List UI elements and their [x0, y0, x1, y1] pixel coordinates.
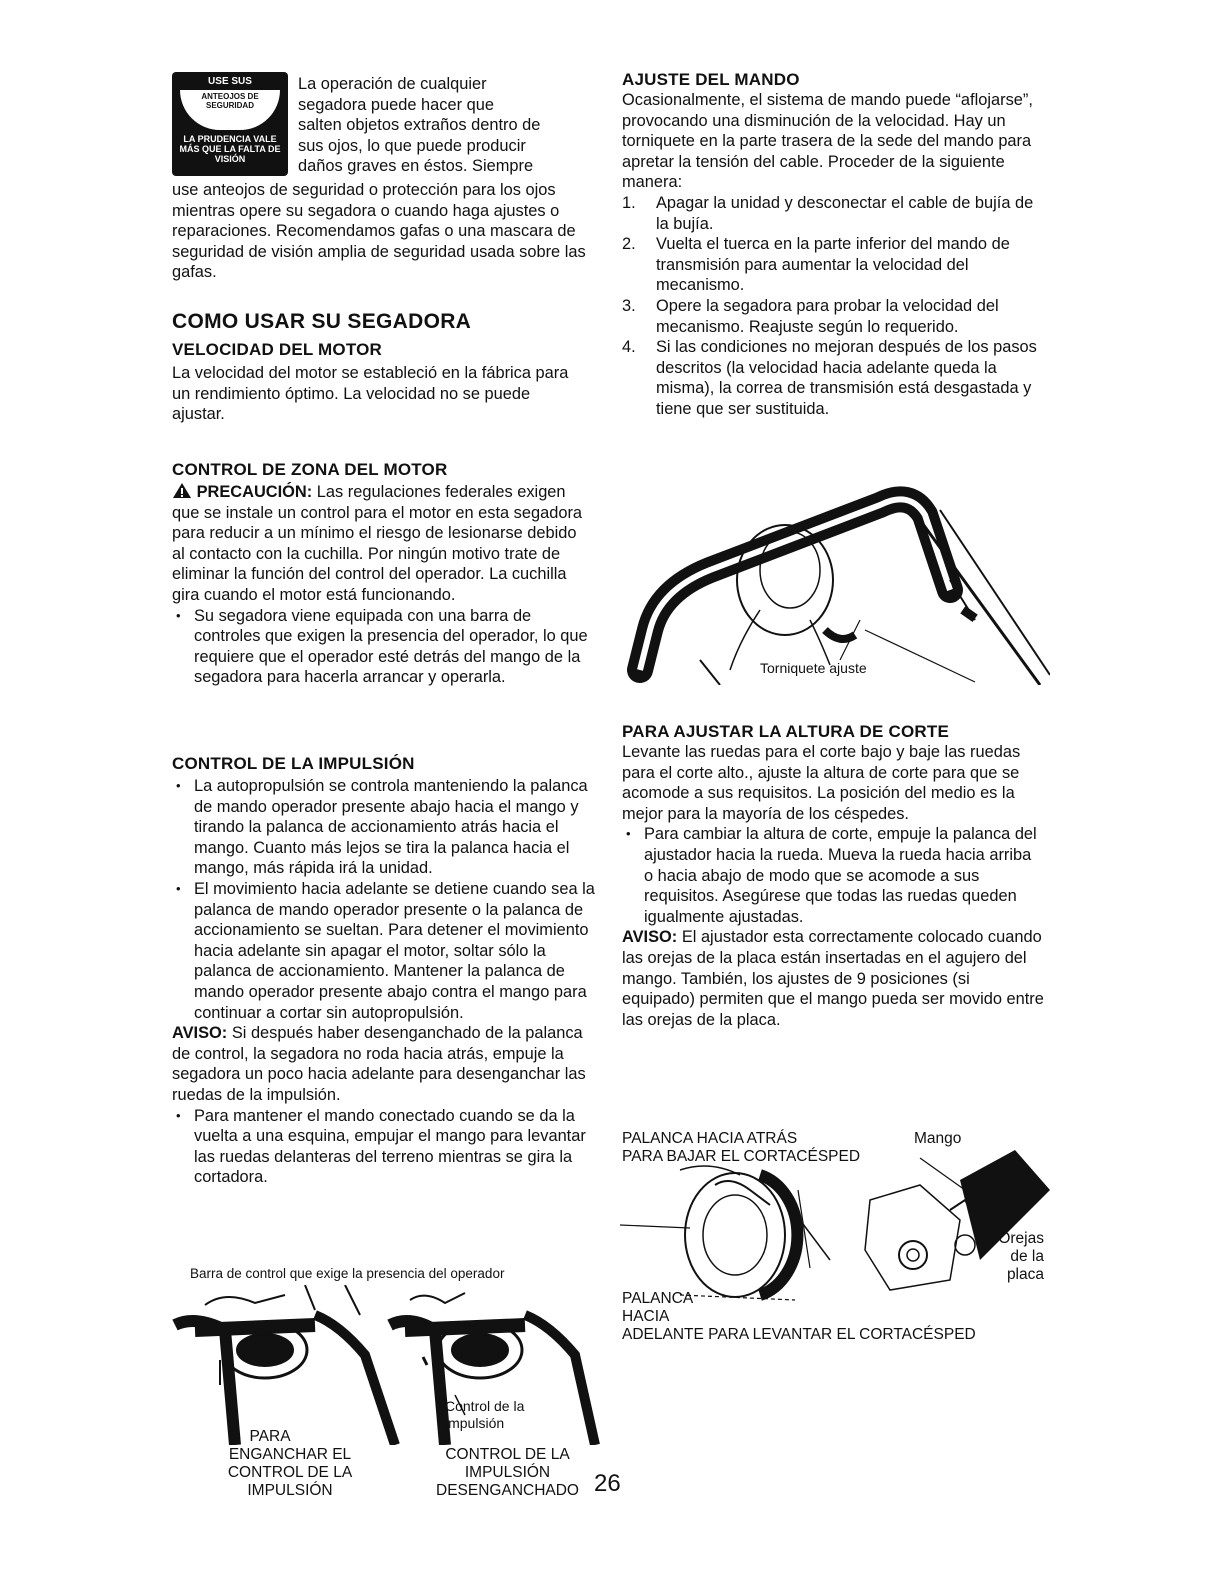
- caption-line: PARA: [249, 1428, 291, 1445]
- intro-paragraph: use anteojos de seguridad o protección para los ojos mientras opere su segadora o cuando haga ajustes o reparaciones. Recomendamos gafas o una mascara de seguridad de visión amplia de seguridad usada sobre las gafas.: [172, 181, 586, 282]
- label-line: PALANCA: [622, 1290, 694, 1307]
- caption-line: ENGANCHAR EL: [228, 1446, 352, 1463]
- figure-left-caption-top: Barra de control que exige la presencia del operador: [190, 1266, 505, 1281]
- height-adjuster-illustration: [620, 1150, 1050, 1310]
- step-number: 3.: [622, 296, 636, 315]
- badge-middle: [180, 90, 280, 130]
- label-line: PALANCA HACIA ATRÁS: [622, 1130, 798, 1147]
- drive-control-illustration: [620, 470, 1050, 685]
- impulsion-section: [172, 754, 597, 1188]
- impulsion-bullet-1: • La autopropulsión se controla manteniendo la palanca de mando operador presente abajo hacia el mango y tirando la palanca de accionamiento atrás hacia el mango. Cuanto más lejos se tira la palanca hacia el mango, más rápida irá la unidad.: [172, 776, 597, 879]
- aviso-text: Si después haber desenganchado de la palanca de control, la segadora no roda hacia atrás, empuje la segadora un poco hacia adelante para desenganchar las ruedas de la impulsión.: [172, 1024, 586, 1104]
- ajuste-title: AJUSTE DEL MANDO: [622, 70, 800, 89]
- control-impulsion-label: [445, 1398, 565, 1431]
- step-number: 2.: [622, 235, 636, 254]
- step-text: Vuelta el tuerca en la parte inferior del mando de transmisión para aumentar la velocidad del mecanismo.: [656, 235, 1010, 295]
- aviso-label: AVISO:: [172, 1024, 228, 1043]
- altura-aviso: [622, 927, 1047, 1030]
- velocidad-title: VELOCIDAD DEL MOTOR: [172, 340, 383, 359]
- precaucion-label: PRECAUCIÓN:: [196, 483, 313, 501]
- caption-line: DESENGANCHADO: [436, 1482, 579, 1499]
- ajuste-section: [622, 70, 1052, 420]
- badge-top-text: USE SUS: [208, 76, 252, 87]
- ajuste-step: [622, 337, 1047, 419]
- control-impulsion-text: Control de la impulsión: [445, 1398, 525, 1431]
- mango-label: Mango: [914, 1130, 962, 1147]
- figure-left-caption-left: [205, 1428, 375, 1500]
- step-number: 4.: [622, 338, 636, 357]
- precaucion-paragraph: [172, 482, 592, 606]
- intro-line: sus ojos, lo que puede producir: [298, 136, 526, 155]
- badge-middle-text: ANTEOJOS DE SEGURIDAD: [201, 92, 259, 110]
- aviso-label: AVISO:: [622, 928, 678, 947]
- label-line: PARA BAJAR EL CORTACÉSPED: [622, 1148, 861, 1165]
- ajuste-steps: [622, 193, 1047, 420]
- label-line: ADELANTE PARA LEVANTAR EL CORTACÉSPED: [622, 1326, 976, 1343]
- altura-section: [622, 722, 1052, 1030]
- step-text: Si las condiciones no mejoran después de los pasos descritos (la velocidad hacia adelante queda la misma), la correa de transmisión está desgastada y tiene que ser sustituida.: [656, 338, 1037, 418]
- como-usar-section: [172, 310, 592, 425]
- ajuste-text: Ocasionalmente, el sistema de mando puede “aflojarse”, provocando una disminución de la velocidad. Hay un torniquete en la parte trasera de la sede del mando para apretar la tensión del cable. Proceder de la siguiente manera:: [622, 91, 1033, 192]
- page-number: 26: [594, 1470, 621, 1497]
- label-line: HACIA: [622, 1308, 670, 1325]
- figure-right-label-bottom: [622, 1290, 976, 1344]
- ajuste-step: [622, 193, 1047, 234]
- caption-line: CONTROL DE LA: [445, 1446, 570, 1463]
- ajuste-step: [622, 234, 1047, 296]
- zona-bullet: • Su segadora viene equipada con una barra de controles que exigen la presencia del operador, lo que requiere que el operador esté detrás del mango de la segadora para hacerla arrancar y operarla.: [172, 606, 594, 688]
- badge-bottom-text: LA PRUDENCIA VALE MÁS QUE LA FALTA DE VISIÓN: [179, 134, 281, 164]
- como-usar-title: COMO USAR SU SEGADORA: [172, 310, 472, 333]
- warning-triangle-icon: [172, 482, 192, 499]
- aviso-text: El ajustador esta correctamente colocado cuando las orejas de la placa están insertadas en el agujero del mango. También, los ajustes de 9 posiciones (si equipado) permiten que el mango pueda ser movido entre las orejas de la placa.: [622, 928, 1044, 1029]
- step-text: Apagar la unidad y desconectar el cable de bujía de la bujía.: [656, 193, 1034, 233]
- orejas-label: [992, 1230, 1044, 1284]
- zona-title: CONTROL DE ZONA DEL MOTOR: [172, 460, 448, 479]
- altura-bullet: • Para cambiar la altura de corte, empuje la palanca del ajustador hacia la rueda. Mueva la rueda hacia arriba o hacia abajo de modo que se acomode a sus requisitos. Asegúrese que todas las ruedas queden igualmente ajustadas.: [622, 824, 1044, 927]
- intro-side-lines: [298, 74, 608, 177]
- intro-line: segadora puede hacer que: [298, 95, 494, 114]
- intro-line: daños graves en éstos. Siempre: [298, 157, 534, 176]
- caption-line: IMPULSIÓN: [247, 1482, 333, 1499]
- figure-left-caption-right: [420, 1446, 595, 1500]
- label-line: placa: [1006, 1266, 1044, 1283]
- safety-glasses-badge: [172, 72, 288, 176]
- label-line: de la: [1010, 1248, 1044, 1265]
- ajuste-step: [622, 296, 1047, 337]
- altura-title: PARA AJUSTAR LA ALTURA DE CORTE: [622, 722, 949, 741]
- intro-line: salten objetos extraños dentro de: [298, 116, 541, 135]
- intro-line: La operación de cualquier: [298, 75, 487, 93]
- altura-text: Levante las ruedas para el corte bajo y baje las ruedas para el corte alto., ajuste la altura de corte para que se acomode a sus requisitos. La posición del medio es la mejor para la mayoría de los céspedes.: [622, 743, 1021, 823]
- impulsion-bullet-3: • Para mantener el mando conectado cuando se da la vuelta a una esquina, empujar el mango para levantar las ruedas delanteras del terreno mientras se gira la cortadora.: [172, 1106, 597, 1188]
- impulsion-bullet-2: • El movimiento hacia adelante se detiene cuando sea la palanca de mando operador presente o la palanca de accionamiento se sueltan. Para detener el movimiento hacia adelante sin apagar el motor, soltar sólo la palanca de accionamiento. Mantener la palanca de mando operador presente abajo contra el mango para continuar a cortar sin autopropulsión.: [172, 879, 597, 1023]
- step-text: Opere la segadora para probar la velocidad del mecanismo. Reajuste según lo requerido.: [656, 296, 999, 336]
- precaucion-text: Las regulaciones federales exigen que se instale un control para el motor en esta segadora para reducir a un mínimo el riesgo de lesionarse debido al contacto con la cuchilla. Por ningún motivo trate de eliminar la función del control del operador. La cuchilla gira cuando el motor está funcionando.: [172, 483, 583, 604]
- caption-line: CONTROL DE LA: [227, 1464, 353, 1481]
- caption-line: IMPULSIÓN: [464, 1464, 551, 1481]
- impulsion-title: CONTROL DE LA IMPULSIÓN: [172, 754, 415, 773]
- step-number: 1.: [622, 193, 636, 212]
- label-line: Orejas: [998, 1230, 1044, 1247]
- zona-section: [172, 460, 592, 688]
- velocidad-text: La velocidad del motor se estableció en la fábrica para un rendimiento óptimo. La velocidad no se puede ajustar.: [172, 364, 569, 424]
- impulsion-aviso: [172, 1023, 597, 1105]
- torniquete-label: Torniquete ajuste: [760, 660, 867, 676]
